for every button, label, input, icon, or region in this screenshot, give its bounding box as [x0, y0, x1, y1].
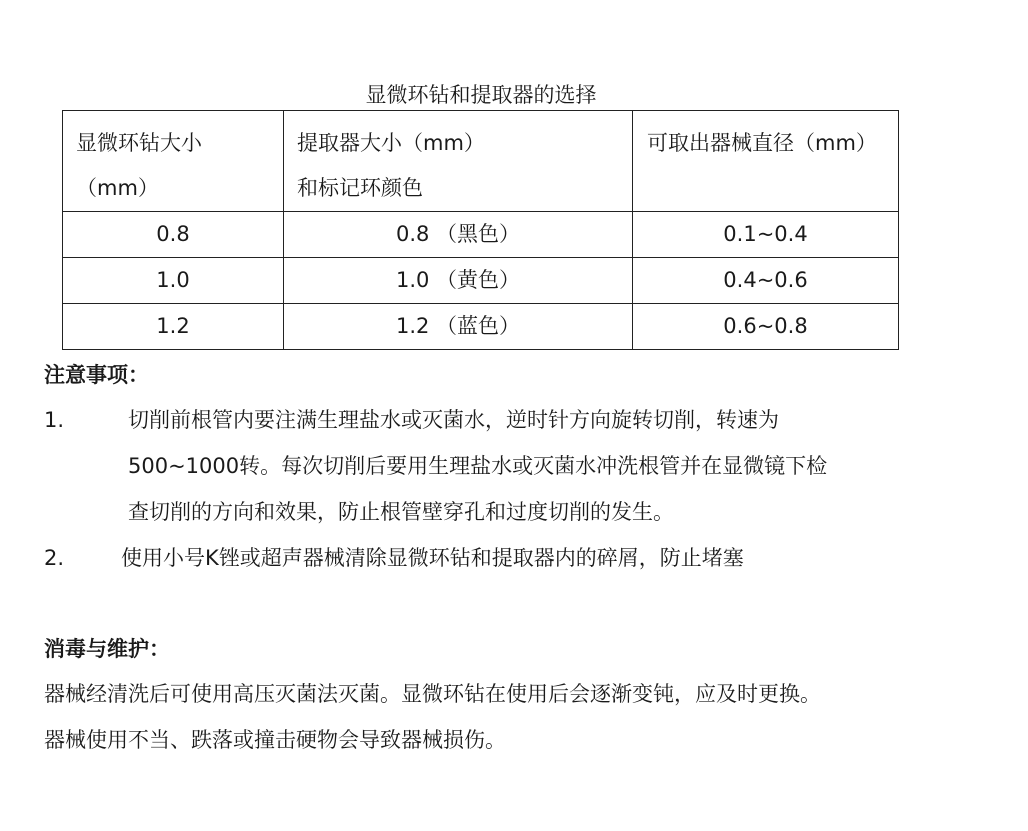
maintenance-line: 器械经清洗后可使用高压灭菌法灭菌。显微环钻在使用后会逐渐变钝，应及时更换。 [44, 682, 821, 706]
notes-title: 注意事项： [44, 363, 149, 387]
table-row [63, 304, 899, 350]
table-cell: 0.4~0.6 [633, 258, 899, 304]
header-cell-trephine-size [63, 111, 284, 212]
table-cell: 1.0 （黄色） [284, 258, 633, 304]
table-row [63, 212, 899, 258]
list-number: 2. [44, 546, 65, 570]
list-item-line: 查切削的方向和效果，防止根管壁穿孔和过度切削的发生。 [128, 500, 674, 524]
table-cell: 0.1~0.4 [633, 212, 899, 258]
table-cell: 0.8 [63, 212, 284, 258]
table-caption: 显微环钻和提取器的选择 [365, 83, 597, 107]
table-cell: 0.6~0.8 [633, 304, 899, 350]
maintenance-title: 消毒与维护： [44, 637, 170, 661]
table-cell: 1.2 （蓝色） [284, 304, 633, 350]
maintenance-line: 器械使用不当、跌落或撞击硬物会导致器械损伤。 [44, 728, 506, 752]
header-text: 显微环钻大小 [76, 131, 202, 155]
list-number: 1. [44, 408, 65, 432]
table-row [63, 258, 899, 304]
header-cell-instrument-diameter [633, 111, 899, 212]
table-cell: 1.2 [63, 304, 284, 350]
header-text: 提取器大小（mm） [297, 131, 485, 155]
selection-table [62, 110, 899, 350]
header-text: 和标记环颜色 [297, 176, 423, 200]
table-cell: 0.8 （黑色） [284, 212, 633, 258]
header-text: （mm） [76, 176, 159, 200]
list-item-line: 使用小号K锉或超声器械清除显微环钻和提取器内的碎屑，防止堵塞 [121, 546, 744, 570]
header-text: 可取出器械直径（mm） [647, 131, 877, 155]
list-item-line: 切削前根管内要注满生理盐水或灭菌水，逆时针方向旋转切削，转速为 [128, 408, 779, 432]
table-header-row [63, 111, 899, 212]
table-cell: 1.0 [63, 258, 284, 304]
header-cell-extractor-size [284, 111, 633, 212]
list-item-line: 500~1000转。每次切削后要用生理盐水或灭菌水冲洗根管并在显微镜下检 [128, 454, 828, 478]
